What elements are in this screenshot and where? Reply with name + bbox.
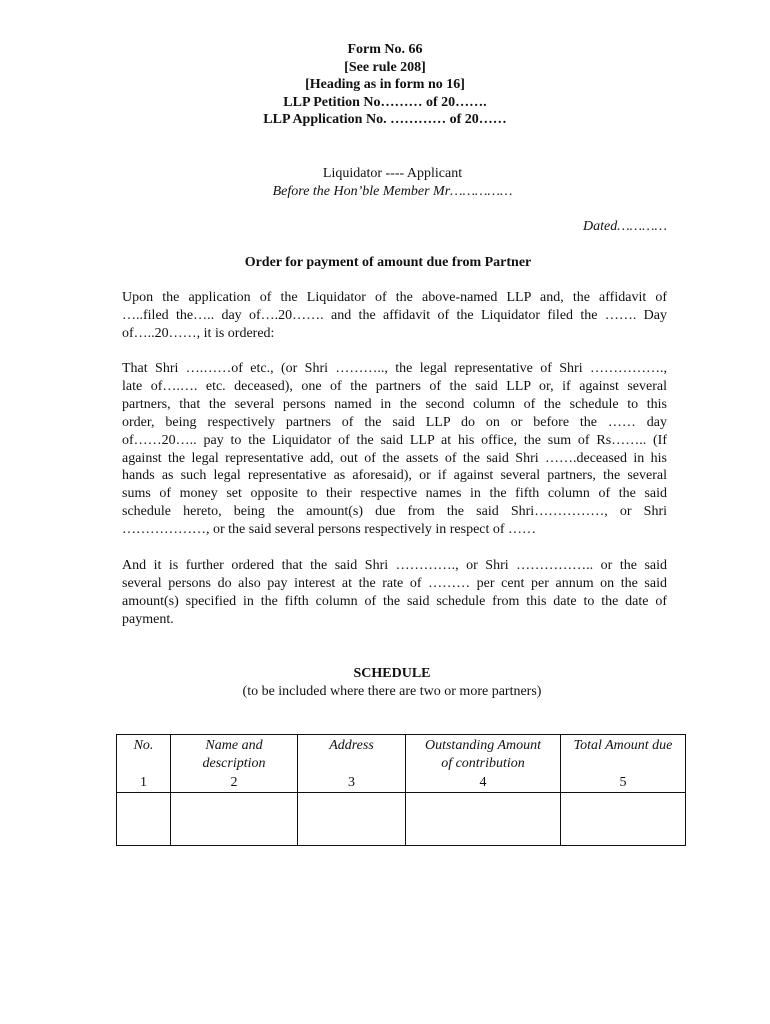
parties-block: [0, 165, 770, 201]
paragraph-line: order, being respectively partners of the said LLP do on or before the …… day: [122, 414, 667, 430]
order-title: Order for payment of amount due from Partner: [244, 255, 532, 270]
application-number: LLP Application No. ………… of 20……: [263, 112, 507, 128]
applicant-line: Liquidator ---- Applicant: [322, 166, 463, 181]
blank-cell: [561, 792, 686, 845]
blank-cell: [298, 792, 406, 845]
column-header-text: of contribution: [441, 755, 525, 771]
column-header-outstanding: [406, 735, 561, 775]
form-header: [0, 41, 770, 129]
column-header-text: No.: [133, 738, 154, 753]
column-header-text: description: [202, 755, 266, 771]
column-header-text: Name and: [205, 738, 263, 753]
column-header-name: [171, 735, 298, 775]
schedule-table: [116, 734, 686, 846]
schedule-header-row: [117, 735, 686, 775]
column-header-text: Total Amount due: [573, 738, 673, 753]
column-number-row: [117, 774, 686, 792]
heading-note: [Heading as in form no 16]: [305, 77, 465, 93]
column-number: 5: [561, 774, 686, 792]
form-number: Form No. 66: [347, 42, 423, 57]
paragraph-line: late of….…. etc. deceased), one of the partners of the said LLP or, if against several: [122, 378, 667, 394]
column-number: 4: [406, 774, 561, 792]
interest-paragraph: [122, 557, 667, 629]
paragraph-line: schedule hereto, being the amount(s) due from the said Shri……………, or Shri: [122, 504, 667, 520]
column-number: 2: [171, 774, 298, 792]
paragraph-line: That Shri ….……of etc., (or Shri ……….., the legal representative of Shri …………….,: [122, 361, 667, 376]
paragraph-line: several persons do also pay interest at the rate of ……… per cent per annum on the said: [122, 575, 667, 591]
column-header-no: [117, 735, 171, 775]
column-header-text: Outstanding Amount: [424, 738, 542, 753]
blank-entry-row: [117, 792, 686, 845]
paragraph-line: partners, that the several persons named in the second column of the schedule to this: [122, 396, 667, 412]
paragraph-line: Upon the application of the Liquidator of the above-named LLP and, the affidavit of: [122, 290, 667, 305]
rule-reference: [See rule 208]: [344, 59, 426, 75]
schedule-subtitle: (to be included where there are two or more partners): [242, 684, 542, 699]
paragraph-line: payment.: [122, 611, 174, 627]
blank-cell: [406, 792, 561, 845]
member-line: Before the Hon’ble Member Mr……………: [272, 184, 513, 199]
paragraph-line: sums of money set opposite to their respective names in the fifth column of the said: [122, 486, 667, 502]
petition-number: LLP Petition No……… of 20…….: [283, 94, 487, 110]
column-header-text: Address: [329, 738, 374, 753]
paragraph-line: And it is further ordered that the said Shri …………., or Shri …………….. or the said: [122, 558, 667, 573]
paragraph-line: hands as such legal representative as aforesaid), or if against several partners, the several: [122, 468, 667, 484]
dated-line: Dated…………: [582, 219, 667, 234]
application-paragraph: [122, 289, 667, 343]
column-header-total: [561, 735, 686, 775]
paragraph-line: of……20….. pay to the Liquidator of the said LLP at his office, the sum of Rs…….. (If: [122, 432, 667, 448]
paragraph-line: amount(s) specified in the fifth column of the said schedule from this date to the date of: [122, 593, 667, 609]
paragraph-line: …..filed the….. day of….20……. and the affidavit of the Liquidator filed the ……. Day: [122, 307, 667, 323]
schedule-title: SCHEDULE: [353, 666, 431, 681]
column-number: 3: [298, 774, 406, 792]
paragraph-line: against the legal representative add, out of the assets of the said Shri …….deceased in his: [122, 450, 667, 466]
order-paragraph: [122, 360, 667, 539]
paragraph-line: ………………, or the said several persons respectively in respect of ……: [122, 522, 537, 538]
paragraph-line: of…..20……, it is ordered:: [122, 325, 275, 341]
blank-cell: [171, 792, 298, 845]
column-number: 1: [117, 774, 171, 792]
blank-cell: [117, 792, 171, 845]
column-header-address: [298, 735, 406, 775]
